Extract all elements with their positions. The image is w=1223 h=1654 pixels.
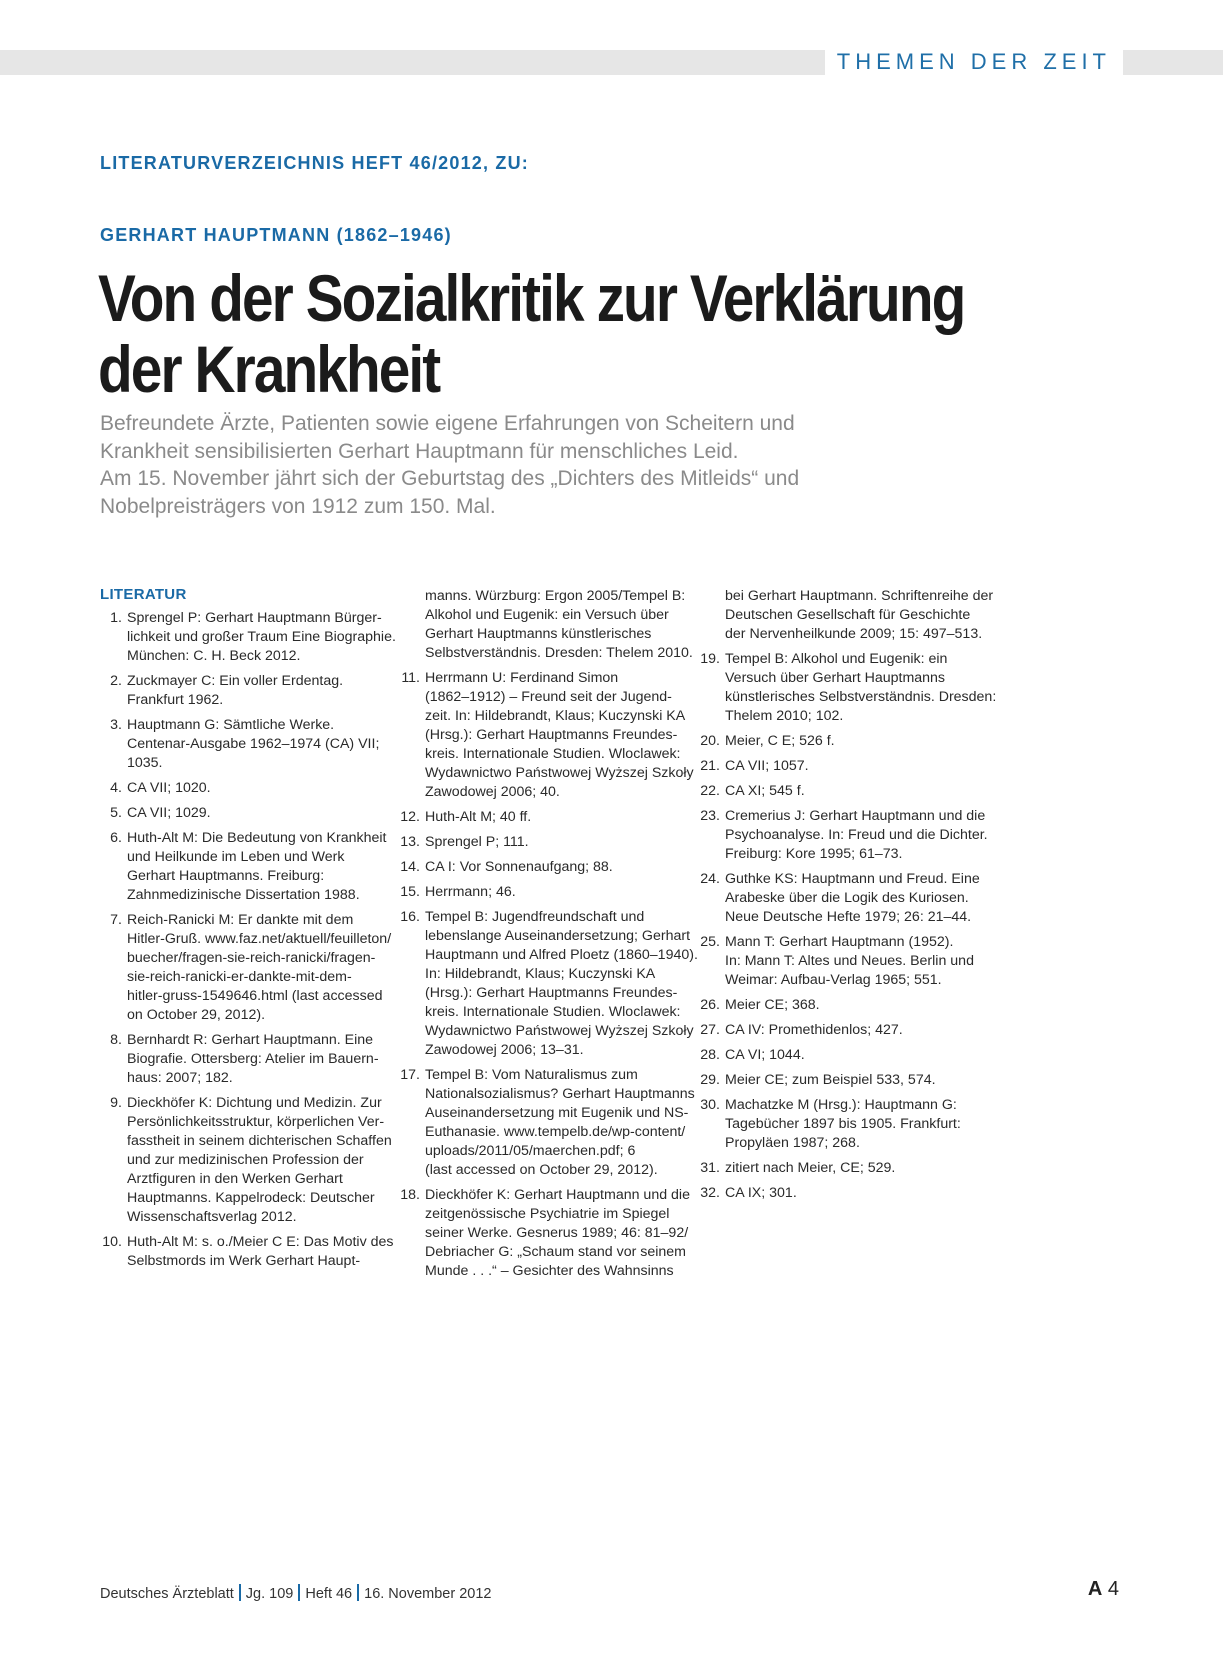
reference-text-line: zeitgenössische Psychiatrie im Spiegel bbox=[425, 1206, 670, 1222]
reference-entry bbox=[398, 669, 694, 802]
journal-issue: Heft 46 bbox=[305, 1586, 353, 1602]
reference-text-line: kreis. Internationale Studien. Wloclawek: bbox=[425, 746, 681, 762]
reference-text-line: Hauptmanns. Kappelrodeck: Deutscher bbox=[127, 1190, 375, 1206]
reference-text-line: Herrmann U: Ferdinand Simon bbox=[425, 670, 619, 686]
footer-divider bbox=[298, 1584, 300, 1601]
reference-entry bbox=[698, 996, 983, 1015]
reference-text-line: Munde . . .“ – Gesichter des Wahnsinns bbox=[425, 1263, 674, 1279]
reference-entry bbox=[398, 858, 683, 877]
reference-text-line: Hauptmann G: Sämtliche Werke. bbox=[127, 717, 335, 733]
reference-text-line: bei Gerhart Hauptmann. Schriftenreihe der bbox=[725, 588, 994, 604]
reference-number: 31. bbox=[700, 1160, 720, 1176]
reference-entry bbox=[100, 609, 396, 666]
reference-entry bbox=[100, 1233, 394, 1271]
literature-column-2 bbox=[398, 587, 698, 1287]
reference-entry bbox=[698, 1184, 983, 1203]
reference-text-line: CA VII; 1057. bbox=[725, 758, 809, 774]
reference-text-line: CA I: Vor Sonnenaufgang; 88. bbox=[425, 859, 613, 875]
reference-number: 10. bbox=[102, 1234, 122, 1250]
lead-line: Krankheit sensibilisierten Gerhart Hauptmann für menschliches Leid. bbox=[100, 439, 739, 463]
reference-entry bbox=[100, 1031, 380, 1088]
reference-entry bbox=[698, 870, 983, 927]
reference-number: 11. bbox=[401, 670, 420, 686]
reference-text-line: Tempel B: Jugendfreundschaft und bbox=[425, 909, 645, 925]
reference-text-line: Weimar: Aufbau-Verlag 1965; 551. bbox=[725, 972, 942, 988]
literature-column-1 bbox=[100, 585, 396, 1277]
reference-text-line: künstlerisches Selbstverständnis. Dresden: bbox=[725, 689, 997, 705]
reference-text-line: Auseinandersetzung mit Eugenik und NS- bbox=[425, 1105, 689, 1121]
reference-text-line: (1862–1912) – Freund seit der Jugend- bbox=[425, 689, 672, 705]
literature-heading: LITERATUR bbox=[100, 586, 187, 603]
reference-entry bbox=[698, 933, 983, 990]
reference-text-line: Reich-Ranicki M: Er dankte mit dem bbox=[127, 912, 354, 928]
reference-text-line: Wissenschaftsverlag 2012. bbox=[127, 1209, 297, 1225]
reference-text-line: Thelem 2010; 102. bbox=[725, 708, 844, 724]
reference-text-line: Hauptmann und Alfred Ploetz (1860–1940). bbox=[425, 947, 698, 963]
reference-text-line: Frankfurt 1962. bbox=[127, 692, 224, 708]
reference-text-line: Biografie. Ottersberg: Atelier im Bauern- bbox=[127, 1051, 379, 1067]
reference-text-line: buecher/fragen-sie-reich-ranicki/fragen- bbox=[127, 950, 376, 966]
reference-text-line: Centenar-Ausgabe 1962–1974 (CA) VII; bbox=[127, 736, 380, 752]
reference-entry bbox=[100, 779, 380, 798]
reference-entry bbox=[698, 782, 983, 801]
reference-text-line: Cremerius J: Gerhart Hauptmann und die bbox=[725, 808, 986, 824]
reference-text-line: Zahnmedizinische Dissertation 1988. bbox=[127, 887, 360, 903]
reference-text-line: CA VII; 1020. bbox=[127, 780, 211, 796]
reference-number: 28. bbox=[700, 1047, 720, 1063]
reference-text-line: und Heilkunde im Leben und Werk bbox=[127, 849, 345, 865]
reference-text-line: Debriacher G: „Schaum stand vor seinem bbox=[425, 1244, 687, 1260]
reference-entry bbox=[100, 716, 380, 773]
article-headline bbox=[98, 261, 965, 406]
reference-entry bbox=[398, 1186, 690, 1281]
lead-line: Am 15. November jährt sich der Geburtstag des „Dichters des Mitleids“ und bbox=[100, 467, 800, 490]
reference-entry bbox=[100, 1094, 392, 1227]
reference-text-line: zitiert nach Meier, CE; 529. bbox=[725, 1160, 896, 1176]
reference-entry bbox=[398, 808, 683, 827]
reference-text-line: Gerhart Hauptmanns. Freiburg: bbox=[127, 868, 325, 884]
reference-list bbox=[398, 669, 698, 1281]
reference-number: 26. bbox=[700, 997, 720, 1013]
reference-text-line: Freiburg: Kore 1995; 61–73. bbox=[725, 846, 903, 862]
reference-text-line: und zur medizinischen Profession der bbox=[127, 1152, 364, 1168]
reference-text-line: Deutschen Gesellschaft für Geschichte bbox=[725, 607, 971, 623]
reference-text-line: seiner Werke. Gesnerus 1989; 46: 81–92/ bbox=[425, 1225, 689, 1241]
reference-text-line: 1035. bbox=[127, 755, 163, 771]
article-lead bbox=[100, 410, 920, 520]
reference-number: 17. bbox=[400, 1067, 420, 1083]
reference-continuation bbox=[698, 587, 994, 644]
headline-line: Von der Sozialkritik zur Verklärung bbox=[98, 261, 965, 335]
reference-entry bbox=[398, 833, 683, 852]
reference-text-line: uploads/2011/05/maerchen.pdf; 6 bbox=[425, 1143, 636, 1159]
reference-list bbox=[698, 650, 997, 1203]
reference-number: 25. bbox=[700, 934, 720, 950]
reference-entry bbox=[698, 1096, 983, 1153]
reference-text-line: manns. Würzburg: Ergon 2005/Tempel B: bbox=[425, 588, 686, 604]
reference-text-line: Psychoanalyse. In: Freud und die Dichter. bbox=[725, 827, 988, 843]
reference-text-line: lebenslange Auseinandersetzung; Gerhart bbox=[425, 928, 691, 944]
reference-entry bbox=[698, 1046, 983, 1065]
reference-text-line: Meier CE; zum Beispiel 533, 574. bbox=[725, 1072, 936, 1088]
reference-text-line: Mann T: Gerhart Hauptmann (1952). bbox=[725, 934, 954, 950]
reference-number: 9. bbox=[110, 1095, 122, 1111]
literature-column-3 bbox=[698, 587, 997, 1209]
reference-text-line: Persönlichkeitsstruktur, körperlichen Ver- bbox=[127, 1114, 385, 1130]
reference-text-line: (Hrsg.): Gerhart Hauptmanns Freundes- bbox=[425, 985, 678, 1001]
reference-entry bbox=[398, 1066, 695, 1180]
reference-number: 3. bbox=[110, 717, 122, 733]
journal-date: 16. November 2012 bbox=[364, 1586, 492, 1602]
reference-text-line: Versuch über Gerhart Hauptmanns bbox=[725, 670, 946, 686]
reference-number: 2. bbox=[110, 673, 122, 689]
reference-text-line: (Hrsg.): Gerhart Hauptmanns Freundes- bbox=[425, 727, 678, 743]
reference-text-line: hitler-gruss-1549646.html (last accessed bbox=[127, 988, 383, 1004]
reference-number: 12. bbox=[400, 809, 420, 825]
reference-text-line: Tempel B: Alkohol und Eugenik: ein bbox=[725, 651, 948, 667]
reference-list bbox=[100, 609, 396, 1271]
reference-text-line: Euthanasie. www.tempelb.de/wp-content/ bbox=[425, 1124, 686, 1140]
reference-number: 14. bbox=[400, 859, 420, 875]
page-number bbox=[1088, 1578, 1119, 1601]
reference-number: 4. bbox=[110, 780, 122, 796]
reference-text-line: Guthke KS: Hauptmann und Freud. Eine bbox=[725, 871, 980, 887]
reference-number: 32. bbox=[700, 1185, 720, 1201]
reference-entry bbox=[698, 1159, 983, 1178]
reference-text-line: München: C. H. Beck 2012. bbox=[127, 648, 301, 664]
reference-text-line: Sprengel P: Gerhart Hauptmann Bürger- bbox=[127, 610, 382, 626]
reference-number: 21. bbox=[700, 758, 720, 774]
reference-number: 1. bbox=[110, 610, 122, 626]
footer-divider bbox=[239, 1584, 241, 1601]
reference-text-line: Zawodowej 2006; 13–31. bbox=[425, 1042, 584, 1058]
reference-entry bbox=[100, 911, 392, 1025]
reference-number: 30. bbox=[700, 1097, 720, 1113]
reference-number: 15. bbox=[400, 884, 420, 900]
reference-number: 5. bbox=[110, 805, 122, 821]
kicker-reference: LITERATURVERZEICHNIS HEFT 46/2012, ZU: bbox=[100, 153, 529, 173]
reference-entry bbox=[100, 672, 380, 710]
journal-name: Deutsches Ärzteblatt bbox=[100, 1586, 234, 1602]
reference-text-line: Machatzke M (Hrsg.): Hauptmann G: bbox=[725, 1097, 957, 1113]
reference-text-line: Meier, C E; 526 f. bbox=[725, 733, 835, 749]
page-prefix: A bbox=[1087, 1578, 1103, 1600]
reference-number: 8. bbox=[110, 1032, 122, 1048]
reference-number: 27. bbox=[700, 1022, 720, 1038]
lead-line: Nobelpreisträgers von 1912 zum 150. Mal. bbox=[100, 494, 496, 518]
reference-text-line: Selbstmords im Werk Gerhart Haupt- bbox=[127, 1253, 361, 1269]
reference-text-line: fasstheit in seinem dichterischen Schaffen bbox=[127, 1133, 392, 1149]
reference-text-line: In: Mann T: Altes und Neues. Berlin und bbox=[725, 953, 974, 969]
reference-number: 18. bbox=[400, 1187, 420, 1203]
reference-text-line: kreis. Internationale Studien. Wloclawek: bbox=[425, 1004, 681, 1020]
reference-entry bbox=[698, 650, 997, 726]
reference-text-line: Tempel B: Vom Naturalismus zum bbox=[425, 1067, 638, 1083]
reference-text-line: In: Hildebrandt, Klaus; Kuczynski KA bbox=[425, 966, 656, 982]
reference-text-line: Gerhart Hauptmanns künstlerisches bbox=[425, 626, 652, 642]
reference-text-line: Dieckhöfer K: Gerhart Hauptmann und die bbox=[425, 1187, 690, 1203]
reference-entry bbox=[100, 804, 380, 823]
kicker-topic: GERHART HAUPTMANN (1862–1946) bbox=[100, 225, 452, 245]
journal-volume: Jg. 109 bbox=[245, 1586, 294, 1602]
reference-text-line: Huth-Alt M: s. o./Meier C E: Das Motiv des bbox=[127, 1234, 394, 1250]
footer-divider bbox=[357, 1584, 359, 1601]
lead-line: Befreundete Ärzte, Patienten sowie eigene Erfahrungen von Scheitern und bbox=[100, 412, 795, 435]
reference-text-line: CA VII; 1029. bbox=[127, 805, 211, 821]
reference-text-line: (last accessed on October 29, 2012). bbox=[425, 1162, 658, 1178]
reference-text-line: Hitler-Gruß. www.faz.net/aktuell/feuilleton/ bbox=[127, 931, 392, 947]
reference-text-line: CA VI; 1044. bbox=[725, 1047, 805, 1063]
reference-entry bbox=[698, 807, 988, 864]
reference-text-line: CA IV: Promethidenlos; 427. bbox=[725, 1022, 903, 1038]
reference-number: 7. bbox=[110, 912, 122, 928]
page-footer bbox=[100, 1584, 491, 1602]
reference-text-line: Arabeske über die Logik des Kuriosen. bbox=[725, 890, 969, 906]
reference-entry bbox=[100, 829, 387, 905]
reference-text-line: Huth-Alt M: Die Bedeutung von Krankheit bbox=[127, 830, 387, 846]
reference-text-line: Zawodowej 2006; 40. bbox=[425, 784, 560, 800]
reference-text-line: Wydawnictwo Państwowej Wyższej Szkoły bbox=[425, 1023, 694, 1039]
reference-text-line: Wydawnictwo Państwowej Wyższej Szkoły bbox=[425, 765, 694, 781]
reference-number: 20. bbox=[700, 733, 720, 749]
page-number-value: 4 bbox=[1107, 1578, 1119, 1600]
reference-number: 29. bbox=[700, 1072, 720, 1088]
reference-number: 23. bbox=[700, 808, 720, 824]
reference-text-line: Arztfiguren in den Werken Gerhart bbox=[127, 1171, 343, 1187]
reference-text-line: zeit. In: Hildebrandt, Klaus; Kuczynski KA bbox=[425, 708, 686, 724]
reference-text-line: sie-reich-ranicki-er-dankte-mit-dem- bbox=[127, 969, 352, 985]
reference-text-line: Dieckhöfer K: Dichtung und Medizin. Zur bbox=[127, 1095, 382, 1111]
reference-number: 22. bbox=[700, 783, 720, 799]
reference-text-line: Alkohol und Eugenik: ein Versuch über bbox=[425, 607, 669, 623]
section-label: THEMEN DER ZEIT bbox=[825, 47, 1123, 75]
headline-line: der Krankheit bbox=[98, 332, 440, 406]
reference-number: 13. bbox=[400, 834, 420, 850]
reference-text-line: Bernhardt R: Gerhart Hauptmann. Eine bbox=[127, 1032, 374, 1048]
reference-continuation bbox=[398, 587, 693, 663]
reference-number: 24. bbox=[700, 871, 720, 887]
reference-entry bbox=[698, 1071, 983, 1090]
reference-text-line: Nationalsozialismus? Gerhart Hauptmanns bbox=[425, 1086, 695, 1102]
reference-text-line: Herrmann; 46. bbox=[425, 884, 516, 900]
reference-text-line: lichkeit und großer Traum Eine Biographie. bbox=[127, 629, 396, 645]
reference-text-line: on October 29, 2012). bbox=[127, 1007, 266, 1023]
reference-text-line: Selbstverständnis. Dresden: Thelem 2010. bbox=[425, 645, 693, 661]
reference-entry bbox=[698, 757, 983, 776]
reference-text-line: Meier CE; 368. bbox=[725, 997, 820, 1013]
reference-number: 6. bbox=[110, 830, 122, 846]
reference-text-line: Huth-Alt M; 40 ff. bbox=[425, 809, 532, 825]
reference-text-line: der Nervenheilkunde 2009; 15: 497–513. bbox=[725, 626, 983, 642]
reference-entry bbox=[398, 883, 683, 902]
reference-text-line: Sprengel P; 111. bbox=[425, 834, 529, 850]
reference-text-line: Tagebücher 1897 bis 1905. Frankfurt: bbox=[725, 1116, 961, 1132]
reference-text-line: haus: 2007; 182. bbox=[127, 1070, 233, 1086]
reference-text-line: Propyläen 1987; 268. bbox=[725, 1135, 860, 1151]
reference-text-line: CA XI; 545 f. bbox=[725, 783, 805, 799]
reference-entry bbox=[398, 908, 698, 1060]
reference-entry bbox=[698, 732, 983, 751]
reference-number: 16. bbox=[400, 909, 420, 925]
reference-text-line: CA IX; 301. bbox=[725, 1185, 797, 1201]
reference-entry bbox=[698, 1021, 983, 1040]
reference-text-line: Neue Deutsche Hefte 1979; 26: 21–44. bbox=[725, 909, 972, 925]
reference-number: 19. bbox=[700, 651, 720, 667]
reference-text-line: Zuckmayer C: Ein voller Erdentag. bbox=[127, 673, 344, 689]
